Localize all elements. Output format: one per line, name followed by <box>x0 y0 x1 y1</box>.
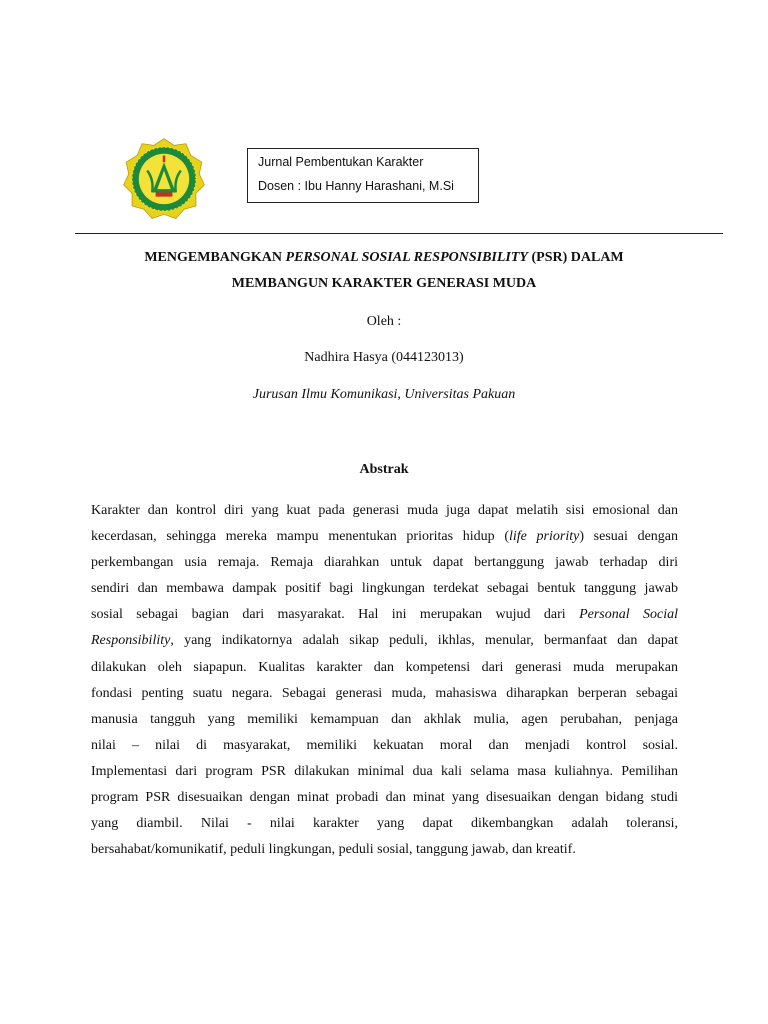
abstract-text: kecerdasan, sehingga mereka mampu menentukan prioritas hidup ( <box>91 529 509 545</box>
journal-info-box <box>247 148 479 203</box>
abstract-line: fondasi penting suatu negara. Sebagai generasi muda, mahasiswa diharapkan berperan sebagai <box>91 685 678 701</box>
abstract-line <box>91 628 678 654</box>
abstract-line: Karakter dan kontrol diri yang kuat pada generasi muda juga dapat melatih sisi emosional dan <box>91 503 678 518</box>
abstract-line: dilakukan oleh siapapun. Kualitas karakter dan kompetensi dari generasi muda merupakan <box>91 659 678 675</box>
author-name: Nadhira Hasya (044123013) <box>304 350 464 365</box>
abstract-line: perkembangan usia remaja. Remaja diarahkan untuk dapat bertanggung jawab terhadap diri <box>91 555 678 571</box>
abstract-line: manusia tangguh yang memiliki kemampuan dan akhlak mulia, agen perubahan, penjaga <box>91 711 678 727</box>
abstract-italic-text: life priority <box>509 529 580 545</box>
abstract-line: nilai – nilai di masyarakat, memiliki kekuatan moral dan menjadi kontrol sosial. <box>91 737 678 753</box>
byline-label: Oleh : <box>366 314 402 329</box>
abstract-line <box>91 524 678 550</box>
paper-title-line-1 <box>60 250 708 266</box>
paper-title-line-2: MEMBANGUN KARAKTER GENERASI MUDA <box>231 276 537 291</box>
title-text: MENGEMBANGKAN <box>144 250 286 265</box>
title-italic-text: PERSONAL SOSIAL RESPONSIBILITY <box>285 250 528 265</box>
abstract-body <box>91 498 678 863</box>
title-text: (PSR) DALAM <box>527 250 624 265</box>
abstract-line: program PSR disesuaikan dengan minat probadi dan minat yang disesuaikan dengan bidang studi <box>91 790 678 806</box>
abstract-text: sosial sebagai bagian dari masyarakat. Hal ini merupakan wujud dari <box>91 607 580 623</box>
lecturer-name: Dosen : Ibu Hanny Harashani, M.Si <box>258 179 454 193</box>
journal-name: Jurnal Pembentukan Karakter <box>258 155 424 169</box>
abstract-text: , yang indikatornya adalah sikap peduli, ikhlas, menular, bermanfaat dan dapat <box>170 633 678 649</box>
abstract-line: Implementasi dari program PSR dilakukan minimal dua kali selama masa kuliahnya. Pemilihan <box>91 763 678 779</box>
university-seal-icon <box>122 137 206 221</box>
abstract-line <box>91 602 678 628</box>
abstract-italic-text: Responsibility <box>91 633 171 649</box>
author-affiliation: Jurusan Ilmu Komunikasi, Universitas Pakuan <box>252 387 516 402</box>
abstract-heading: Abstrak <box>359 462 409 477</box>
abstract-line: bersahabat/komunikatif, peduli lingkungan, peduli sosial, tanggung jawab, dan kreatif. <box>91 842 576 858</box>
abstract-line: yang diambil. Nilai - nilai karakter yang dapat dikembangkan adalah toleransi, <box>91 816 678 832</box>
abstract-text: ) sesuai dengan <box>579 529 678 545</box>
header-divider <box>75 233 723 234</box>
abstract-italic-text: Personal Social <box>579 607 678 623</box>
abstract-line: sendiri dan membawa dampak positif bagi lingkungan terdekat sebagai bentuk tanggung jawab <box>91 581 678 597</box>
